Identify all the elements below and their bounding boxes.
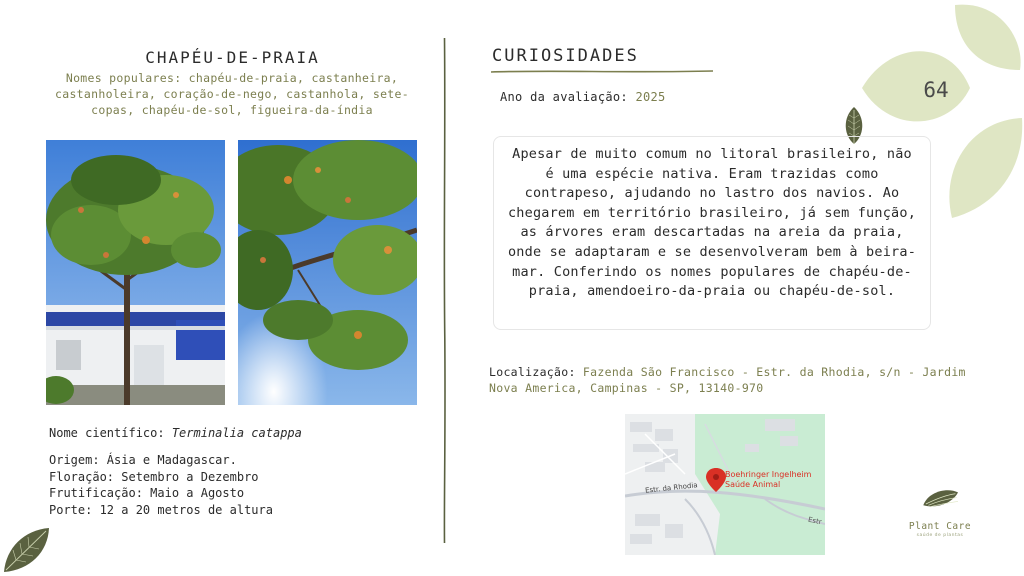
column-divider <box>443 38 446 543</box>
plant-title: CHAPÉU-DE-PRAIA <box>145 48 320 67</box>
leaf-decoration-bottom-left <box>2 526 52 574</box>
plant-size: Porte: 12 a 20 metros de altura <box>49 502 273 517</box>
logo-name: Plant Care <box>908 521 972 532</box>
flowering: Floração: Setembro a Dezembro <box>49 469 259 484</box>
tree-photo-building <box>46 140 225 405</box>
map-road-label-2: Estr <box>807 515 823 527</box>
curiosities-text: Apesar de muito comum no litoral brasileiro, não é uma espécie nativa. Eram trazidas como contrapeso, ajudando no lastro dos navios. Ao chegarem em território brasileiro, já sem função, as árvores eram descartadas na areia da praia, onde se adaptaram e se desenvolveram bem à beira-mar. Conferindo os nomes populares de chapéu-de-praia, amendoeiro-da-praia ou chapéu-de-sol. <box>507 146 917 300</box>
scientific-name: Terminalia catappa <box>171 426 302 440</box>
map-place-name: Boehringer Ingelheim Saúde Animal <box>725 470 812 489</box>
location <box>489 365 989 396</box>
location-map[interactable] <box>625 414 825 555</box>
page-number: 64 <box>923 78 949 102</box>
tree-photo-canopy <box>238 140 417 405</box>
plant-care-logo <box>900 486 980 522</box>
popular-names: Nomes populares: chapéu-de-praia, castanheira, castanholeira, coração-de-nego, castanhola, sete-copas, chapéu-de-sol, figueira-da-índia <box>55 71 409 117</box>
fruiting: Frutificação: Maio a Agosto <box>49 486 245 500</box>
year-label: Ano da avaliação: <box>500 90 636 104</box>
curiosities-title: CURIOSIDADES <box>492 46 639 66</box>
location-address: Fazenda São Francisco - Estr. da Rhodia, s/n - Jardim Nova America, Campinas - SP, 13140-970 <box>489 365 966 395</box>
title-underline <box>491 69 713 74</box>
scientific-name-line <box>49 426 302 440</box>
species-info <box>49 426 302 518</box>
map-road-label: Estr. da Rhodia <box>644 481 698 495</box>
evaluation-year <box>500 90 666 104</box>
logo-tagline: saúde de plantas <box>916 533 964 538</box>
year-value: 2025 <box>635 90 666 104</box>
scientific-name-label: Nome científico: <box>49 426 172 440</box>
curiosities-text-box <box>493 136 931 330</box>
origin: Origem: Ásia e Madagascar. <box>49 453 237 467</box>
location-label: Localização: <box>489 365 583 379</box>
